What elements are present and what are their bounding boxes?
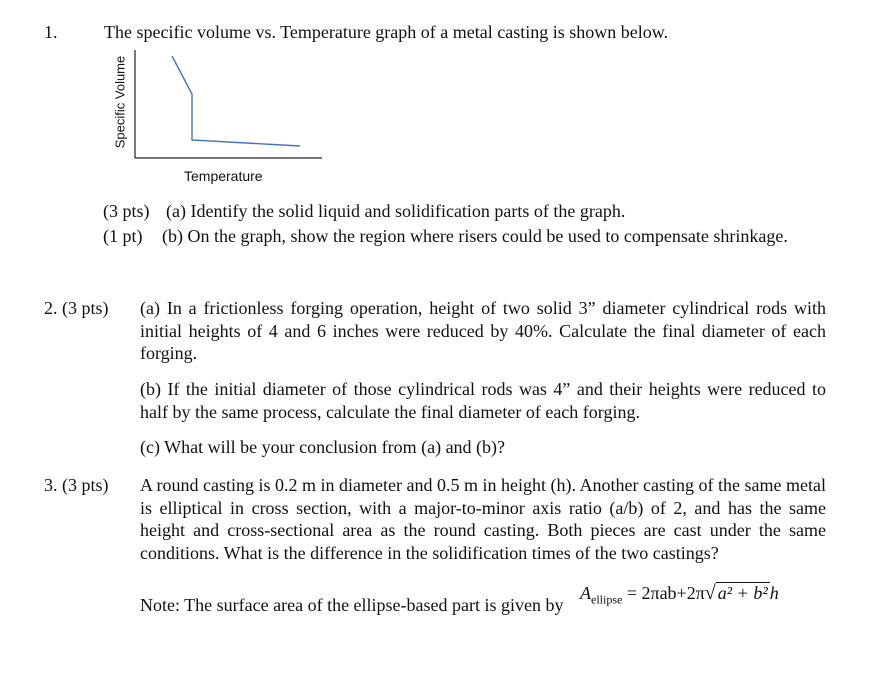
formula-radicand: a² + b² [717, 583, 768, 603]
sqrt-sign-icon: √ [704, 582, 716, 604]
q1-part-b-text: (b) On the graph, show the region where risers could be used to compensate shrinkage. [162, 226, 788, 246]
q1-part-b-points: (1 pt) [103, 226, 143, 246]
q3-note: Note: The surface area of the ellipse-based part is given by [140, 595, 564, 615]
q1-prompt: The specific volume vs. Temperature graph of a metal casting is shown below. [104, 22, 669, 42]
formula-lhs: A [580, 583, 591, 603]
q1-part-a-points: (3 pts) [103, 201, 150, 221]
q2-part-b: (b) If the initial diameter of those cylindrical rods was 4” and their heights were reduced to half by the same process, calculate the final diameter of each forging. [140, 379, 826, 422]
ellipse-area-formula [580, 582, 779, 612]
formula-rhs-2: h [769, 583, 779, 603]
q3-text: A round casting is 0.2 m in diameter and 0.5 m in height (h). Another casting of the same metal is elliptical in cross section, with a major-to-minor axis ratio (a/b) of 2, and has the same height and cross-sectional area as the round casting. Both pieces are cast under the same conditions. What is the difference in the solidification times of the two castings? [140, 475, 826, 563]
formula-rhs-1: = 2πab+2π [626, 583, 705, 603]
q2-part-a: (a) In a frictionless forging operation, height of two solid 3” diameter cylindrical rods with initial heights of 4 and 6 inches were reduced by 40%. Calculate the final diameter of each forging. [140, 298, 826, 363]
q1-number: 1. [44, 22, 58, 42]
formula-lhs-sub: ellipse [591, 592, 623, 607]
q3-number: 3. (3 pts) [44, 475, 109, 495]
q2-number: 2. (3 pts) [44, 298, 109, 318]
graph-y-label: Specific Volume [112, 55, 128, 149]
graph-x-label: Temperature [184, 168, 263, 184]
q1-part-a-text: (a) Identify the solid liquid and solidification parts of the graph. [166, 201, 626, 221]
q2-part-c: (c) What will be your conclusion from (a) and (b)? [140, 437, 506, 457]
specific-volume-graph [100, 42, 340, 192]
volume-curve [172, 56, 300, 146]
